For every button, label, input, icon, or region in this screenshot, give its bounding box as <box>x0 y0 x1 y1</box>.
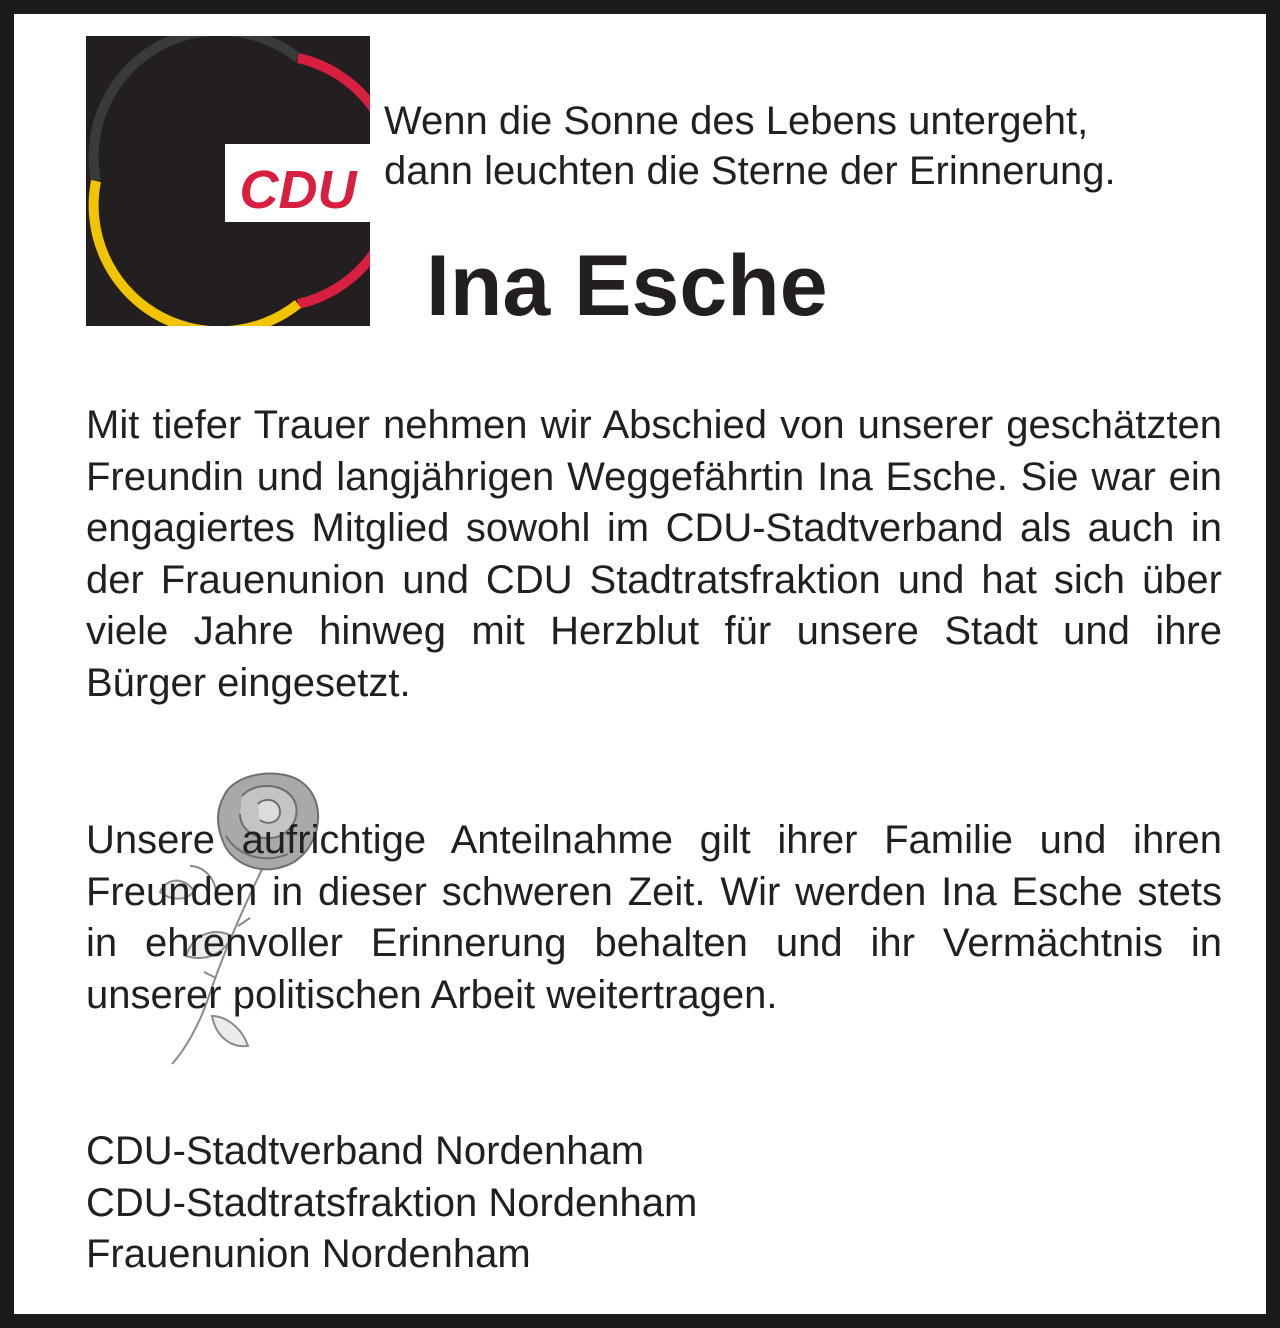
signature-stadtverband: CDU-Stadtverband Nordenham <box>86 1129 645 1173</box>
quote-line-1: Wenn die Sonne des Lebens untergeht, <box>384 99 1089 143</box>
obituary-paragraph-2: Unsere aufrichtige Anteilnahme gilt ihrer Familie und ihren Freunden in dieser schweren Zeit. Wir werden Ina Esche stets in ehrenvoller Erinnerung behalten und ihr Vermächtnis in unserer politischen Arbeit weitertragen. <box>86 818 1222 1017</box>
signature-frauenunion: Frauenunion Nordenham <box>86 1232 531 1276</box>
quote-line-2: dann leuchten die Sterne der Erinnerung. <box>384 149 1116 193</box>
signatures <box>86 1126 697 1281</box>
obituary-paragraph-1: Mit tiefer Trauer nehmen wir Abschied von unserer geschätzten Freundin und langjährigen Weggefährtin Ina Esche. Sie war ein engagiertes Mitglied sowohl im CDU-Stadtverband als auch in der Frauenunion und CDU Stadtratsfraktion und hat sich über viele Jahre hinweg mit Herzblut für unsere Stadt und ihre Bürger eingesetzt. <box>86 403 1222 705</box>
signature-stadtratsfraktion: CDU-Stadtratsfraktion Nordenham <box>86 1180 698 1225</box>
cdu-logo-text: CDU <box>239 160 357 220</box>
cdu-logo <box>86 36 370 326</box>
memorial-quote <box>384 96 1264 196</box>
deceased-name: Ina Esche <box>426 238 828 334</box>
